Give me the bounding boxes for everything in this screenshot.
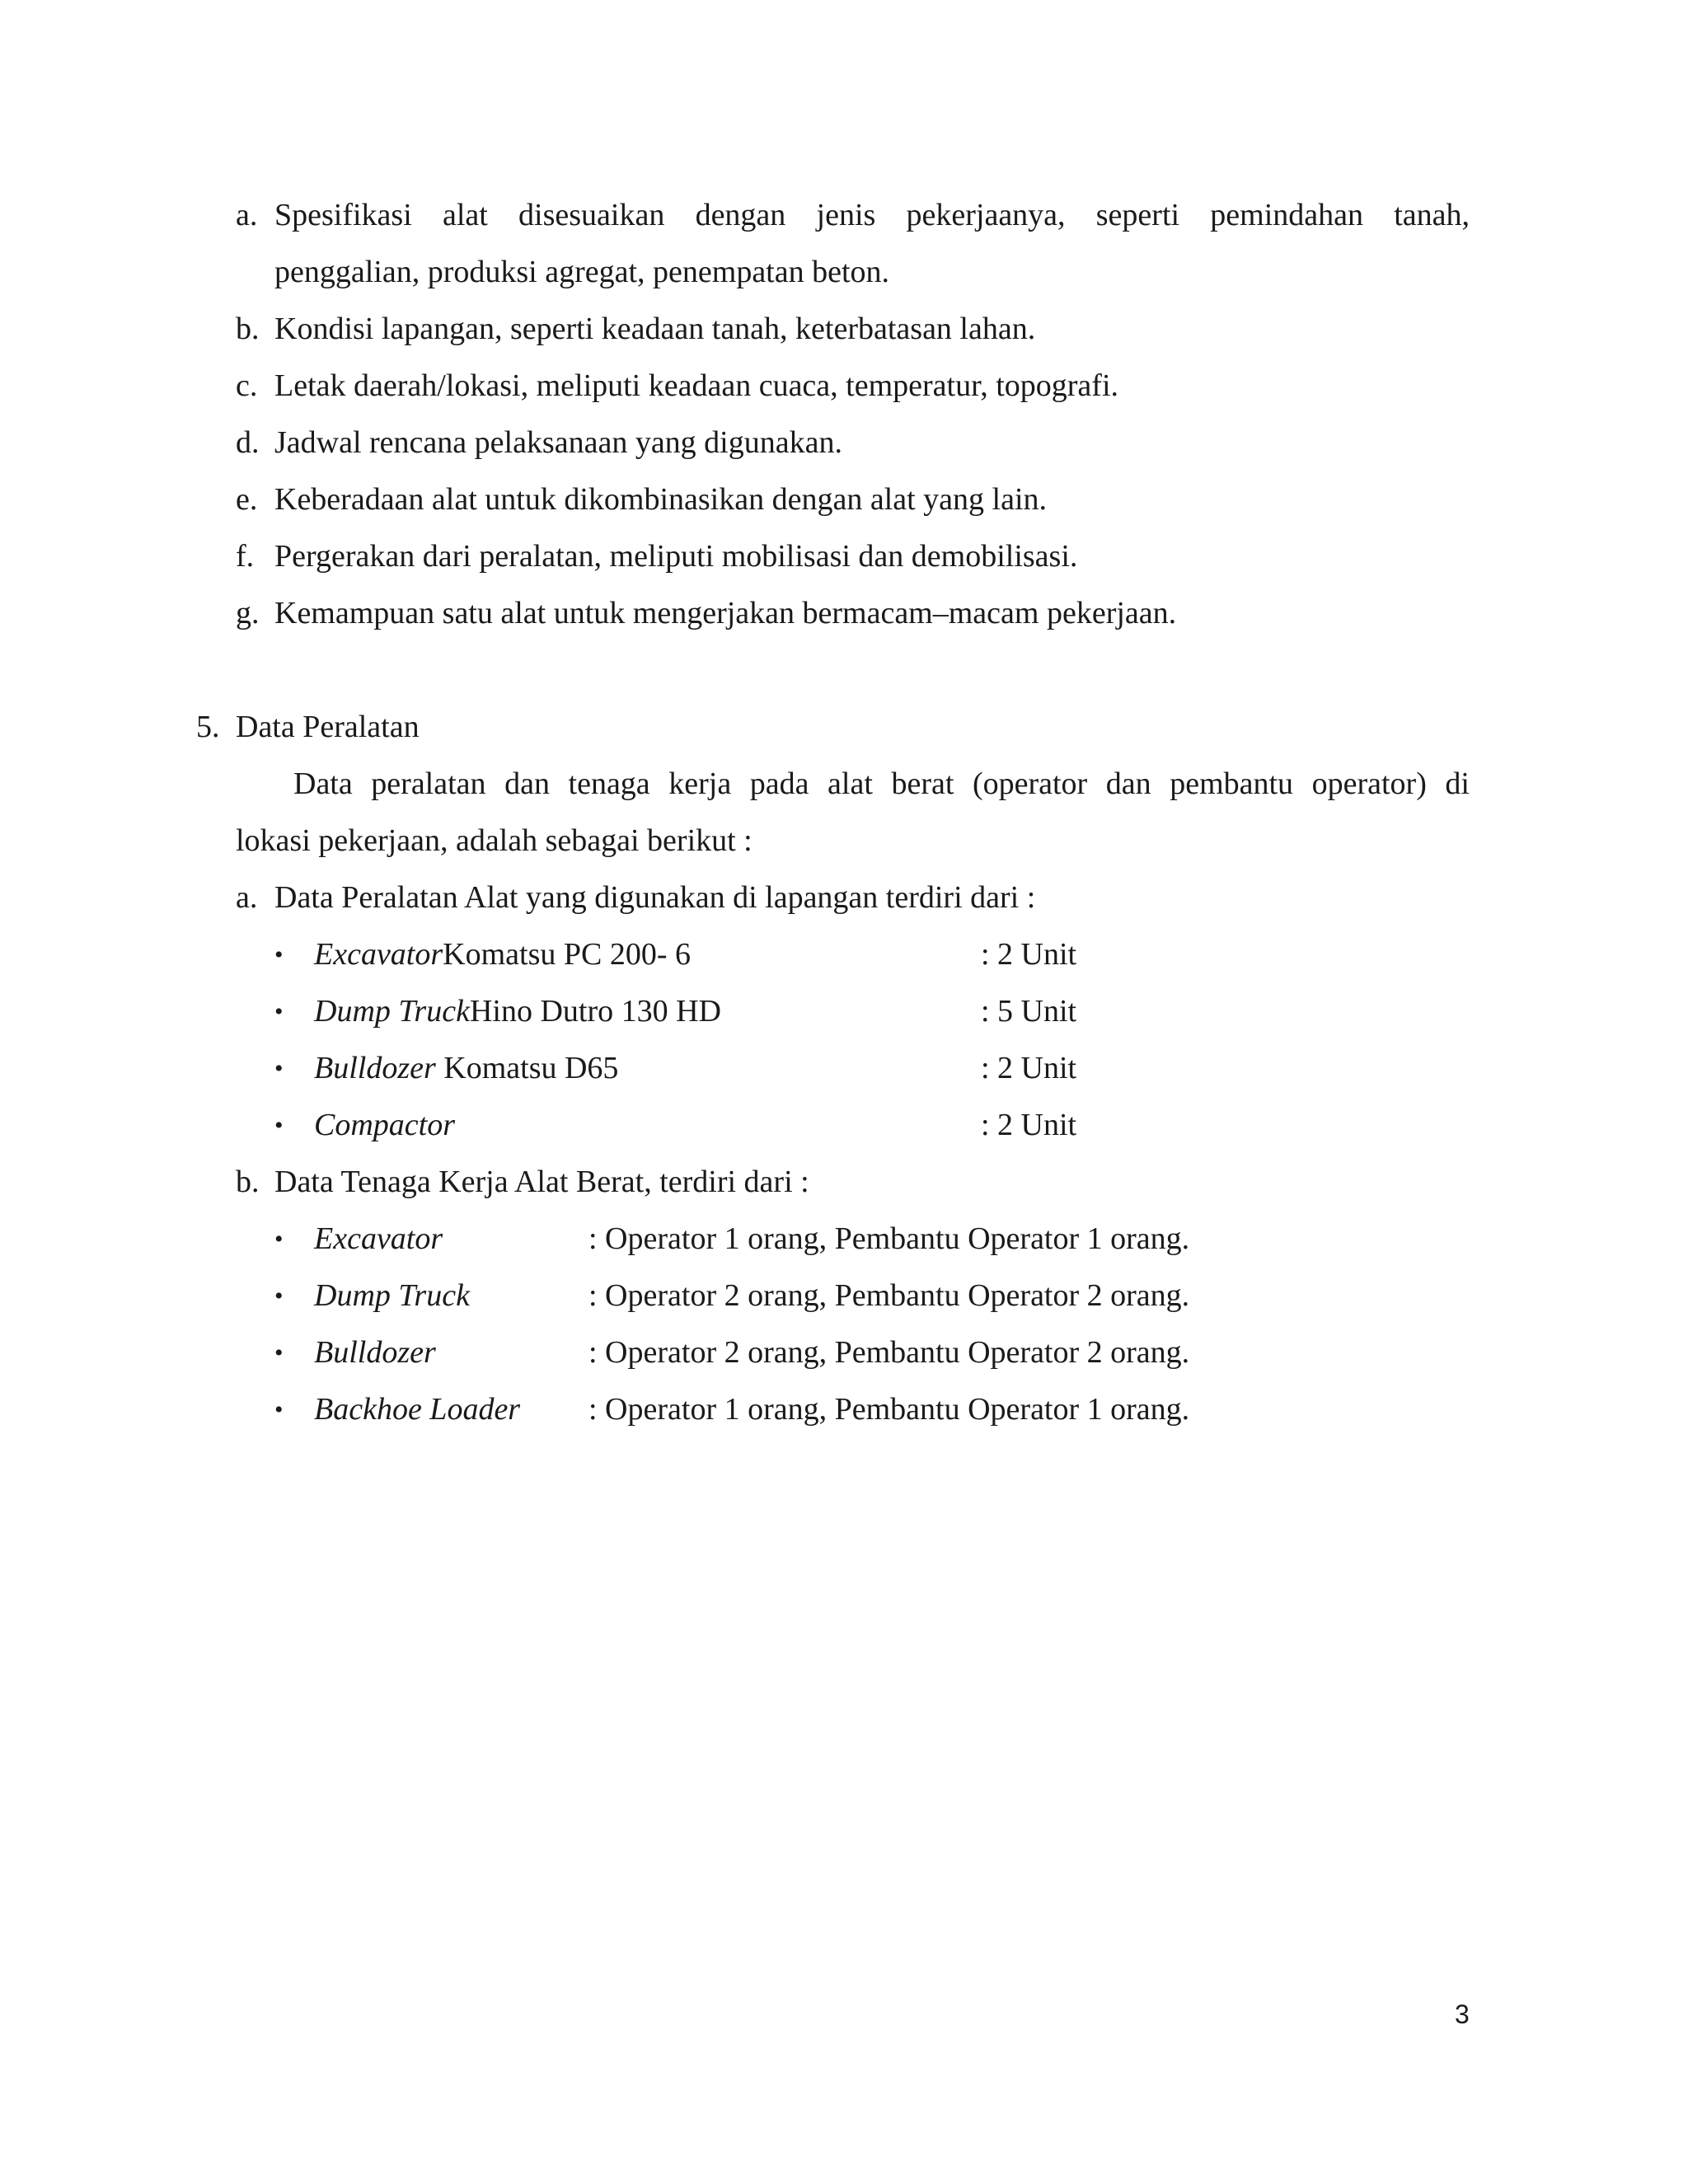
labor-detail: : Operator 1 orang, Pembantu Operator 1 orang.: [588, 1392, 1190, 1427]
list-marker: e.: [236, 482, 258, 517]
equipment-name: ExcavatorKomatsu PC 200- 6: [314, 937, 692, 972]
list-marker: c.: [236, 368, 258, 403]
equipment-quantity: : 2 Unit: [981, 1051, 1077, 1085]
section-number: 5.: [196, 710, 220, 744]
equipment-quantity: : 2 Unit: [981, 937, 1077, 972]
equipment-quantity: : 5 Unit: [981, 994, 1077, 1029]
list-item-text: Spesifikasi alat disesuaikan dengan jenis pekerjaanya, seperti pemindahan tanah,: [274, 198, 1470, 232]
labor-equipment-name: Bulldozer: [314, 1335, 436, 1370]
list-item-text: Pergerakan dari peralatan, meliputi mobilisasi dan demobilisasi.: [274, 539, 1078, 574]
section-title: Data Peralatan: [236, 710, 420, 744]
bullet-icon: •: [274, 1112, 284, 1139]
page-number: 3: [1455, 1999, 1470, 2029]
list-item-text: Letak daerah/lokasi, meliputi keadaan cuaca, temperatur, topografi.: [274, 368, 1119, 403]
bullet-icon: •: [274, 1396, 284, 1423]
labor-detail: : Operator 2 orang, Pembantu Operator 2 orang.: [588, 1278, 1190, 1313]
bullet-icon: •: [274, 1339, 284, 1366]
list-marker: a.: [236, 880, 258, 915]
list-item-text: penggalian, produksi agregat, penempatan beton.: [274, 255, 890, 289]
labor-equipment-name: Excavator: [314, 1221, 443, 1256]
bullet-icon: •: [274, 1226, 284, 1253]
list-item-text: Kondisi lapangan, seperti keadaan tanah, keterbatasan lahan.: [274, 312, 1036, 346]
labor-detail: : Operator 1 orang, Pembantu Operator 1 orang.: [588, 1221, 1190, 1256]
list-marker: b.: [236, 1165, 260, 1199]
labor-equipment-name: Backhoe Loader: [314, 1392, 521, 1427]
labor-heading: Data Tenaga Kerja Alat Berat, terdiri dari :: [274, 1165, 809, 1199]
bullet-icon: •: [274, 941, 284, 968]
equipment-heading: Data Peralatan Alat yang digunakan di lapangan terdiri dari :: [274, 880, 1036, 915]
list-marker: b.: [236, 312, 260, 346]
list-item-text: Kemampuan satu alat untuk mengerjakan bermacam–macam pekerjaan.: [274, 596, 1177, 630]
labor-detail: : Operator 2 orang, Pembantu Operator 2 orang.: [588, 1335, 1190, 1370]
intro-paragraph-line: lokasi pekerjaan, adalah sebagai berikut :: [236, 823, 753, 858]
bullet-icon: •: [274, 1282, 284, 1310]
list-marker: d.: [236, 425, 260, 460]
list-marker: a.: [236, 198, 258, 232]
list-marker: f.: [236, 539, 255, 574]
bullet-icon: •: [274, 1055, 284, 1082]
equipment-name: Compactor: [314, 1108, 455, 1142]
equipment-quantity: : 2 Unit: [981, 1108, 1077, 1142]
list-marker: g.: [236, 596, 260, 630]
bullet-icon: •: [274, 998, 284, 1025]
intro-paragraph-line: Data peralatan dan tenaga kerja pada alat berat (operator dan pembantu operator) di: [293, 766, 1470, 801]
equipment-name: Dump TruckHino Dutro 130 HD: [314, 994, 721, 1029]
labor-equipment-name: Dump Truck: [314, 1278, 470, 1313]
list-item-text: Keberadaan alat untuk dikombinasikan dengan alat yang lain.: [274, 482, 1048, 517]
equipment-name: Bulldozer Komatsu D65: [314, 1051, 619, 1085]
list-item-text: Jadwal rencana pelaksanaan yang digunakan.: [274, 425, 842, 460]
